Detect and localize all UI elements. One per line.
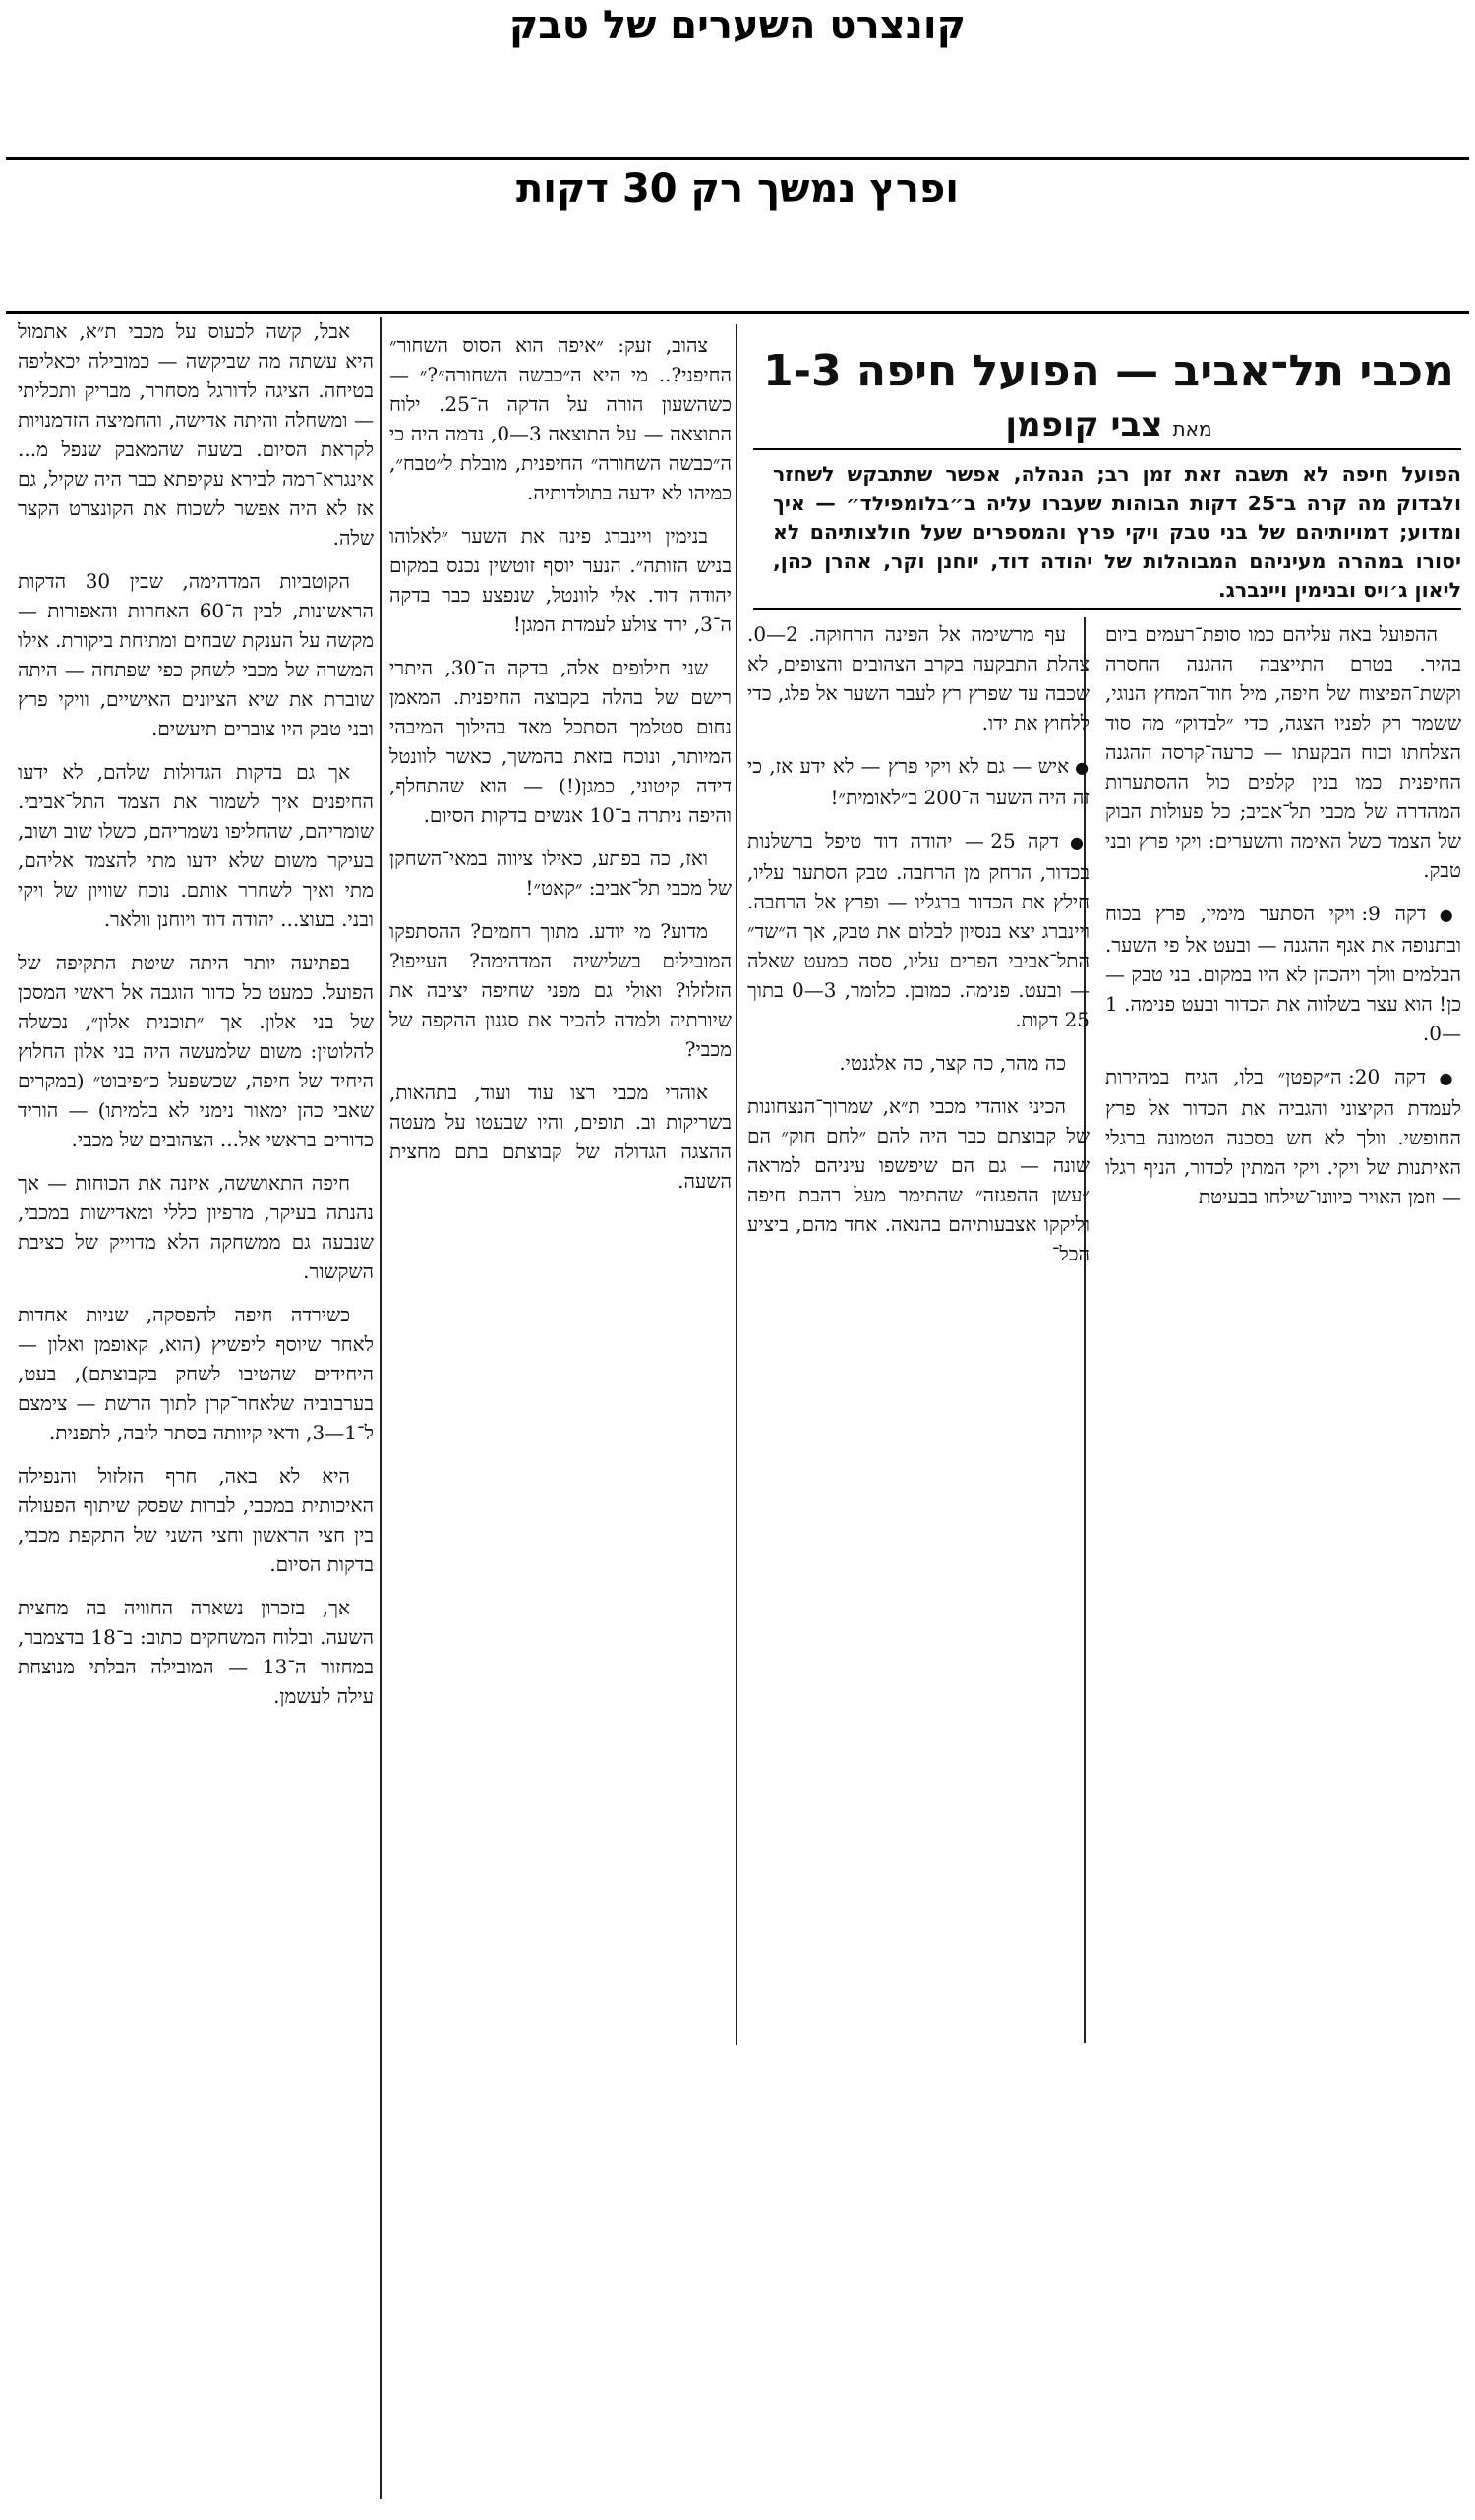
lead-bottom-rule [753,608,1461,610]
headline-rule-2 [6,311,1469,314]
lead-paragraph: הפועל חיפה לא תשבה זאת זמן רב; הנהלה, אפשר שתתבקש לשחזר ולבדוק מה קרה ב־25 דקות הבוהות שעברו עליה ב״בלומפילד״ — איך ומדוע; דמויותיהם של בני טבק ויקי פרץ והמספרים שעל חולצותיהם לא יסורו במהרה מעיניהם המבוהלות של יהודה דוד, יוחנן וקר, אהרן כהן, ליאון ג׳ויס ובנימין ויינברג. [773,462,1461,602]
byline-name: צבי קופמן [1005,405,1163,444]
headline-rule-1 [6,157,1469,160]
byline-prefix: מאת [1172,417,1212,440]
paragraph: בנימין ויינברג פינה את השער ״לאלוהו בניש הזותה״. הנער יוסף זוטשין נכנס במקום יהודה דוד. אלי לוונטל, שנפצע כבר בדקה ה־3, ירד צולע לעמדת המגן! [389,524,732,636]
paragraph: מדוע? מי יודע. מתוך רחמים? ההסתפקו המובילים בשלישיה המדהימה? העייפו? הזלזלו? ואולי גם מפני שחיפה יציבה את שיורתיה ולמדה להכיר את סגנון ההקפה של מכבי? [389,919,732,1061]
headline-line-2: ופרץ נמשך רק 30 דקות [515,166,959,211]
paragraph: ● דקה 20: ה״קפטן״ בלו, הגיח במהירות לעמדת הקיצוני והגביה את הכדור אל פרץ החופשי. וולך לא חש בסכנה הטמונה ברגלי האיתנות של ויקי. ויקי המתין לכדור, הניף רגלו — וזמן האויר כיוונו־שילחו בבעיטת [1105,1062,1461,1211]
paragraph: שני חילופים אלה, בדקה ה־30, היתרי רישם של בהלה בקבוצה החיפנית. המאמן נחום סטלמך הסתכל מאד בהילוך המיבהי המיותר, ונוכח בזאת בהמשך, כאשר לוונטל דידה קיטוני, כמגן(!) — הוא שהתחלף, והיפה ניתרה ב־10 אנשים בדקות הסיום. [389,656,732,827]
paragraph: היא לא באה, חרף הזלזול והנפילה האיכותית במכבי, לברות שפסק שיתוף הפעולה בין חצי הראשון וחצי השני של התקפת מכבי, בדקות הסיום. [18,1464,374,1576]
article-subtitle: מכבי תל־אביב — הפועל חיפה 1-3 [763,346,1454,396]
lead-top-rule [753,448,1461,450]
byline [752,403,1465,450]
paragraph: עף מרשימה אל הפינה הרחוקה. 2—0. צהלת התבקעה בקרב הצהובים והצופים, לא שכבה עד שפרץ רץ לעבר השער אל פלג, כדי ללחוץ את ידו. [747,622,1090,734]
article-column-3 [389,330,732,1209]
paragraph: ואז, כה בפתע, כאילו ציווה במאי־השחקן של מכבי תל־אביב: ״קאט״! [389,847,732,900]
column-divider-3 [380,317,382,2499]
paragraph: אבל, קשה לכעוס על מכבי ת״א, אתמול היא עשתה מה שביקשה — כמובילה יכאליפה בטיחה. הציגה לדורגל מסחרר, מבריק ותכליתי — ומשחלה והיתה אדישה, והחמיצה הזדמנויות לקראת הסיום. בשעה שהמאבק שנפל מ... אינגרא־רמה לבירא עקיפתא כבר היה שקיל, גם אז לא היה אפשר לשכוח את הקונצרט הקצר שלה. [18,320,374,550]
paragraph: כשירדה חיפה להפסקה, שניות אחדות לאחר שיוסף ליפשיץ (הוא, קאופמן ואלון — היחידים שהטיבו לשחק בקבוצתם), בעט, בערבוביה שלאחר־קרן לתוך הרשת — צימצם ל־1—3, ודאי קיוותה בסתר ליבה, לתפנית. [18,1303,374,1444]
paragraph: ● איש — גם לא ויקי פרץ — לא ידע אז, כי זה היה השער ה־200 ב״לאומית״! [747,751,1090,812]
paragraph: בפתיעה יותר היתה שיטת התקיפה של הפועל. כמעט כל כדור הוגבה אל ראשי המסכן של בני אלון. אך ״תוכנית אלון״, נכשלה להלוטין: משום שלמעשה היה בני אלון החלוץ היחיד של חיפה, שכשפעל כ״פיבוט״ (במקרים שאבי כהן ימאור נימני לא בלמיתו) — הוריד כדורים בראשי אל... הצהובים של מכבי. [18,951,374,1151]
paragraph: חיפה התאוששה, איזנה את הכוחות — אך נהנתה בעיקר, מרפיון כללי ומאדישות במכבי, שנבעה גם ממשחקה הלא מדוייק של כציבת השקשור. [18,1171,374,1283]
headline-line-1: קונצרט השערים של טבק [508,3,967,48]
article-column-1 [1105,619,1461,1225]
paragraph: ● דקה 9: ויקי הסתער מימין, פרץ בכוח ובתנופה את אגף ההגנה — ובעט אל פי השער. הבלמים וולך ויהכהן לא היו במקום. בני טבק — כן! הוא עצר בשלווה את הכדור ובעט פנימה. 1—0. [1105,899,1461,1048]
paragraph: הקוטביות המדהימה, שבין 30 הדקות הראשונות, לבין ה־60 האחרות והאפורות — מקשה על הענקת שבחים ומתיחת ביקורת. אילו המשרה של מכבי לשחק כפי שפתחה — היתה שוברת את שיא הציונים האישיים, וויקי פרץ ובני טבק היו צוברים תיעשים. [18,569,374,740]
article-column-4 [18,317,374,1725]
paragraph: ● דקה 25 — יהודה דוד טיפל ברשלנות בכדור, הרחק מן הרחבה. טבק הסתער עליו, חילץ את הכדור ברגליו — ופרץ אל הרחבה. ויינברג יצא בנסיון לבלום את טבק, אך ה״שד״ התל־אביבי הפרים עליו, ססה כמעט שאלה — ובעט. פנימה. כמובן. כלומר, 3—0 בתוך 25 דקות. [747,826,1090,1034]
column-divider-2 [736,324,738,2045]
article-column-2 [747,619,1090,1282]
paragraph: ההפועל באה עליהם כמו סופת־רעמים ביום בהיר. בטרם התייצבה ההגנה החסרה וקשת־הפיצוח של חיפה, מיל חוד־המחץ הנוגי, ששמר רק לפניו הצגה, כדי ״לבדוק״ מה סוד הצלחתו וכוח הבקעתו — כרעה־קרסה ההגנה החיפנית כמו בנין קלפים כול ההסתערות המהדרה של מכבי תל־אביב; כל פעולות הבוק של הצמד כשל האימה והשערים: ויקי פרץ ובני טבק. [1105,622,1461,882]
paragraph: אך גם בדקות הגדולות שלהם, לא ידעו החיפנים איך לשמור את הצמד התל־אביבי. שומריהם, שהחליפו נשמריהם, כשלו שוב ושוב, בעיקר משום שלא ידעו מתי להצמד אליהם, מתי ואיך לשחרר אותם. נוכח שוויון של ויקי ובני. בעוצ... יהודה דוד ויוחנן וולאר. [18,760,374,931]
paragraph: הכיני אוהדי מכבי ת״א, שמרוך־הנצחונות של קבוצתם כבר היה להם ״לחם חוק״ הם שונה — גם הם שיפשפו עיניהם למראה ״עשן ההפגזה״ שהתימר מעל רהבת חיפה וליקקו אצבעותיהם בהנאה. אחד מהם, ביציע הכל־ [747,1094,1090,1265]
paragraph: אוהדי מכבי רצו עוד ועוד, בתהאות, בשריקות וב. תופים, והיו שבעטו על מעטה ההצגה הגדולה של קבוצתם בתם מחצית השעה. [389,1081,732,1193]
paragraph: צהוב, זעק: ״איפה הוא הסוס השחור״ החיפני?.. מי היא ה״כבשה השחורה״?״ — כשהשעון הורה על הדקה ה־25. ילוח התוצאה — על התוצאה 3—0, נדמה היה כי ה״כבשה השחורה״ החיפנית, מובלת ל״טבח״, כמיהו לא ידעה בתולדותיה. [389,333,732,504]
paragraph: כה מהר, כה קצר, כה אלגנטי. [839,1051,1066,1075]
paragraph: אך, בזכרון נשארה החוויה בה מחצית השעה. ובלוח המשחקים כתוב: ב־18 בדצמבר, במחזור ה־13 — המובילה הבלתי מנוצחת עילה לעשמן. [18,1596,374,1708]
